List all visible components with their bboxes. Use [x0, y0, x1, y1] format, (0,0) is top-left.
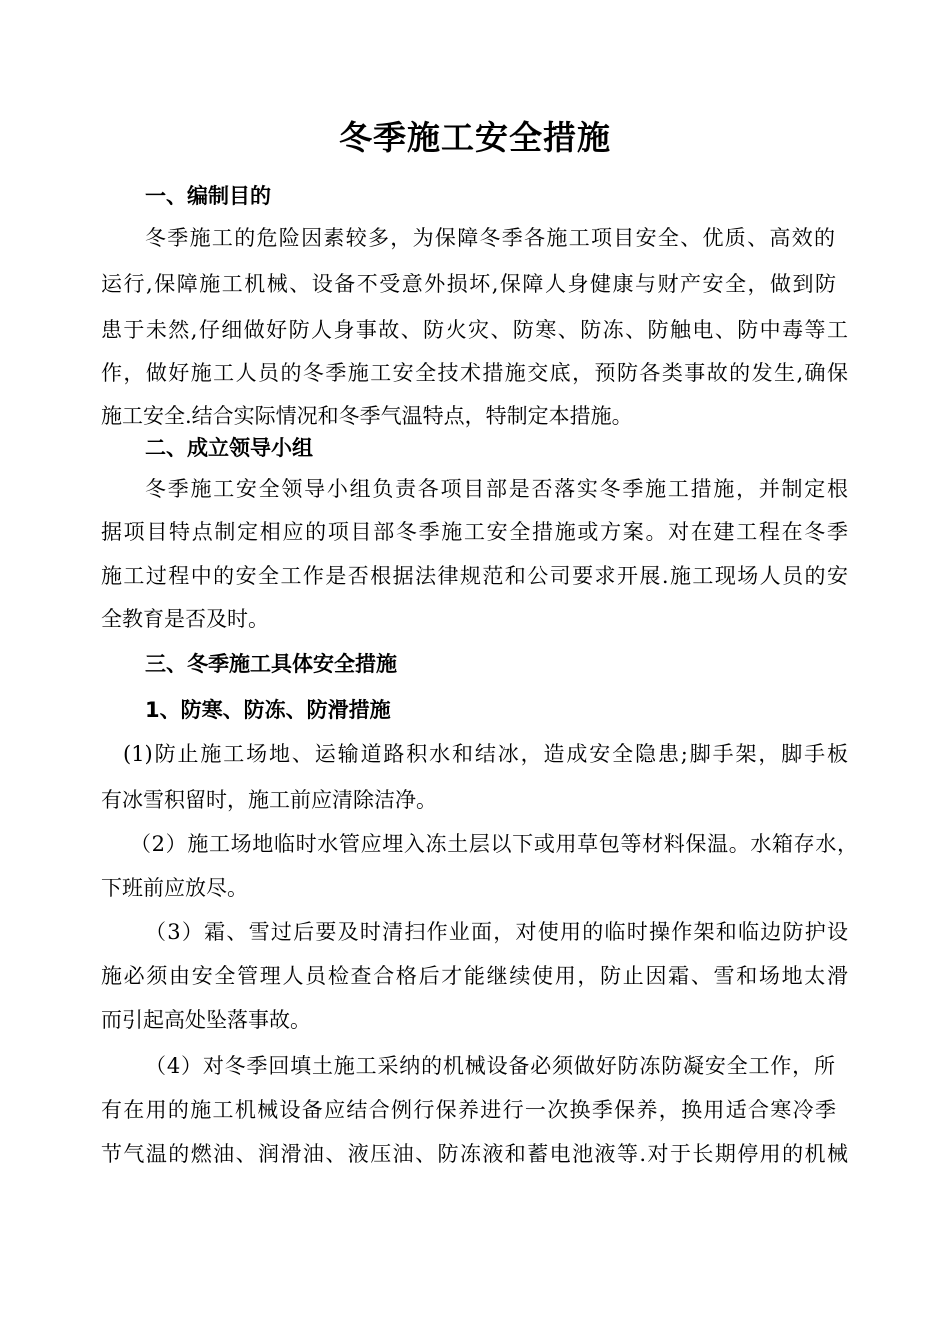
paragraph-line: 施工安全.结合实际情况和冬季气温特点，特制定本措施。	[101, 404, 633, 428]
section-heading: 一、编制目的	[145, 184, 271, 208]
list-item-line: 有在用的施工机械设备应结合例行保养进行一次换季保养，换用适合寒冷季	[101, 1098, 836, 1122]
paragraph-line: 冬季施工的危险因素较多，为保障冬季各施工项目安全、优质、高效的	[145, 226, 835, 250]
list-item-line: 节气温的燃油、润滑油、液压油、防冻液和蓄电池液等.对于长期停用的机械	[101, 1142, 848, 1166]
list-item-line: 有冰雪积留时，施工前应清除洁净。	[101, 788, 437, 812]
paragraph-line: 作，做好施工人员的冬季施工安全技术措施交底，预防各类事故的发生,确保	[101, 361, 848, 385]
paragraph-line: 冬季施工安全领导小组负责各项目部是否落实冬季施工措施，并制定根	[145, 477, 848, 501]
section-heading: 三、冬季施工具体安全措施	[145, 652, 397, 676]
subsection-heading: 1、防寒、防冻、防滑措施	[145, 698, 391, 722]
list-item-line: （2）施工场地临时水管应埋入冻土层以下或用草包等材料保温。水箱存水，	[130, 832, 858, 856]
list-item-line: 而引起高处坠落事故。	[101, 1008, 311, 1032]
list-item-line: （4）对冬季回填土施工采纳的机械设备必须做好防冻防凝安全工作，所	[145, 1054, 835, 1078]
section-heading: 二、成立领导小组	[145, 436, 313, 460]
document-title: 冬季施工安全措施	[339, 118, 611, 157]
list-item-line: 施必须由安全管理人员检查合格后才能继续使用，防止因霜、雪和场地太滑	[101, 964, 848, 988]
paragraph-line: 运行,保障施工机械、设备不受意外损坏,保障人身健康与财产安全，做到防	[101, 272, 836, 296]
list-item-line: 下班前应放尽。	[101, 876, 248, 900]
list-item-line: （3）霜、雪过后要及时清扫作业面，对使用的临时操作架和临边防护设	[145, 920, 848, 944]
paragraph-line: 据项目特点制定相应的项目部冬季施工安全措施或方案。对在建工程在冬季	[101, 520, 848, 544]
paragraph-line: 全教育是否及时。	[101, 607, 269, 631]
paragraph-line: 患于未然,仔细做好防人身事故、防火灾、防寒、防冻、防触电、防中毒等工	[101, 318, 848, 342]
paragraph-line: 施工过程中的安全工作是否根据法律规范和公司要求开展.施工现场人员的安	[101, 564, 848, 588]
list-item-line: (1)防止施工场地、运输道路积水和结冰，造成安全隐患;脚手架，脚手板	[123, 742, 848, 766]
